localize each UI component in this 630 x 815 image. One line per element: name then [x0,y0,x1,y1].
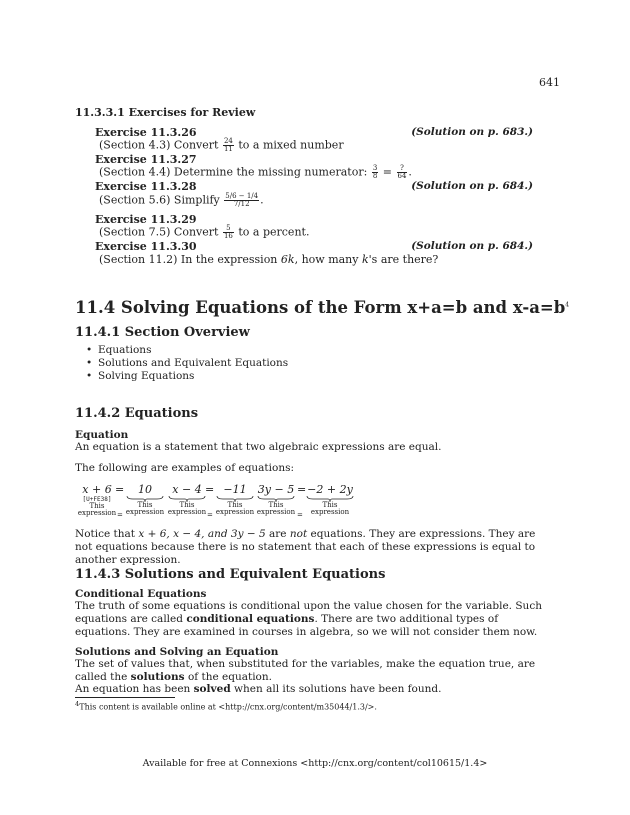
exercise-title: Exercise 11.3.26 [95,126,197,139]
exercise-title: Exercise 11.3.28 [95,180,197,193]
math-variable: k [361,253,369,266]
caption-line: expression [256,508,296,516]
list-item: • Solving Equations [80,370,288,383]
complex-fraction [224,193,259,208]
fraction-numerator: 3 [372,164,378,172]
footnote [75,700,377,712]
expression-block [215,483,255,516]
text-part: Notice that [75,528,139,540]
fraction-denominator: 11 [223,145,233,153]
equals-sign: = [297,483,307,496]
exercise-text-part: . [408,165,412,179]
exercise-text-part: (Section 7.5) Convert [99,225,222,239]
bold-term: solutions [130,671,185,683]
expression-block [305,483,355,516]
caption-line: This [268,501,284,509]
exercise-text-part: to a mixed number [234,138,344,152]
exercise-text [99,138,344,153]
fraction-denominator: 8 [372,172,378,180]
caption-line: This [137,501,153,509]
section-heading [75,298,569,317]
caption-line: expression [215,508,255,516]
equals-sign: = [297,511,303,519]
overview-list [80,344,288,383]
fraction-numerator: ? [397,165,408,173]
equation-definition: An equation is a statement that two algebraic expressions are equal. [75,441,442,453]
text-part: The truth of some equations is conditional upon the value chosen for the variable. Such equations are called [75,600,542,625]
exercise-text-part: (Section 4.3) Convert [99,138,222,152]
expression-left: x + 6 [82,483,112,496]
fraction-numerator: 5 [223,225,234,233]
fraction-denominator: 7/12 [233,200,250,208]
expression-right: −2 + 2y [307,483,353,496]
text-part: . There are two additional types of equations. They are examined in courses in algebra, so we will not consider them now. [75,613,538,638]
expression-right: −11 [223,483,247,496]
exercise-text-part: (Section 5.6) Simplify [99,193,224,207]
fraction [372,165,378,180]
exercise-text [99,165,412,180]
bold-term: solved [193,683,231,695]
expression-block [167,483,207,516]
equation-term: Equation [75,429,129,441]
text-part: when all its solutions have been found. [230,683,442,695]
fraction [223,225,234,240]
equations-heading: 11.4.2 Equations [75,406,199,421]
fraction-denominator: 64 [397,172,407,180]
list-item: • Solutions and Equivalent Equations [80,357,288,370]
overview-heading: 11.4.1 Section Overview [75,325,250,340]
solution-link[interactable]: (Solution on p. 684.) [411,180,533,192]
expression-left: 3y − 5 [257,483,295,496]
exercise-text-part: (Section 11.2) In the expression [99,253,281,266]
solution-link[interactable]: (Solution on p. 684.) [411,240,533,252]
footnote-text[interactable]: This content is available online at <http://cnx.org/content/m35044/1.3/>. [79,702,377,712]
caption-line: expression [125,508,165,516]
solving-term: Solutions and Solving an Equation [75,646,279,658]
fraction-numerator: 5/6 − 1/4 [225,192,259,200]
caption-line: This [227,501,243,509]
page-footer[interactable]: Available for free at Connexions <http://cnx.org/content/col10615/1.4> [142,758,488,769]
footnote-rule [75,697,175,698]
caption-line: expression [167,508,207,516]
text-part: The set of values that, when substituted for the variables, make the equation true, are called the [75,658,536,683]
math-expression: 6k [280,253,295,266]
equals-sign: = [115,483,125,496]
footnote-mark: 4 [75,700,80,708]
expression-block [77,483,117,517]
section-heading-text: 11.4 Solving Equations of the Form x+a=b and x-a=b [75,298,566,317]
solutions-heading: 11.4.3 Solutions and Equivalent Equations [75,567,386,582]
review-heading: 11.3.3.1 Exercises for Review [75,106,256,119]
exercise-title: Exercise 11.3.27 [95,153,197,166]
exercise-text-part: 's are there? [368,253,439,266]
caption-line: This [322,501,338,509]
exercise-text-part: . [260,193,264,207]
footnote-marker[interactable]: 4 [565,301,570,309]
equals-sign: = [207,511,213,519]
expression-left: x − 4 [172,483,202,496]
expression-right: 10 [138,483,152,496]
equation-examples [77,483,377,523]
caption-line: This [89,502,105,510]
exercise-text-part: to a percent. [234,225,310,239]
solving-paragraph [75,658,555,684]
solution-link[interactable]: (Solution on p. 683.) [411,126,533,138]
solved-paragraph [75,683,555,696]
exercise-title: Exercise 11.3.29 [95,213,197,226]
code-tag: [U+FE38] [82,496,112,503]
conditional-paragraph [75,600,555,639]
caption-line: expression [77,509,117,517]
text-part: of the equation. [184,671,272,683]
fraction-denominator: 16 [223,232,233,240]
equals-sign: = [117,511,123,519]
exercise-title: Exercise 11.3.30 [95,240,197,253]
exercise-text-part: , how many [294,253,362,266]
page-number: 641 [539,76,560,89]
expression-block [125,483,165,516]
list-item: • Equations [80,344,288,357]
exercise-text-part: (Section 4.4) Determine the missing numerator: [99,165,371,179]
notice-paragraph [75,528,555,567]
fraction [397,165,408,180]
fraction-numerator: 24 [223,137,233,145]
equals-sign: = [205,483,215,496]
math-expression: x + 6, x − 4, and 3y − 5 [138,528,266,540]
conditional-term: Conditional Equations [75,588,207,600]
text-part: are [265,528,290,540]
caption-line: This [179,501,195,509]
exercise-text [99,253,438,266]
expression-block [255,483,297,516]
text-part: equations. They are expressions. They are not equations because there is no statement that each of these expressions is equal to another expression. [75,528,536,566]
caption-line: expression [310,508,350,516]
text-part: An equation has been [75,683,194,695]
equals-sign: = [379,165,396,179]
bold-term: conditional equations [186,613,315,625]
fraction [223,138,234,153]
examples-intro: The following are examples of equations: [75,462,295,474]
exercise-text [99,225,309,240]
exercise-text [99,193,264,208]
emphasis: not [289,528,308,540]
